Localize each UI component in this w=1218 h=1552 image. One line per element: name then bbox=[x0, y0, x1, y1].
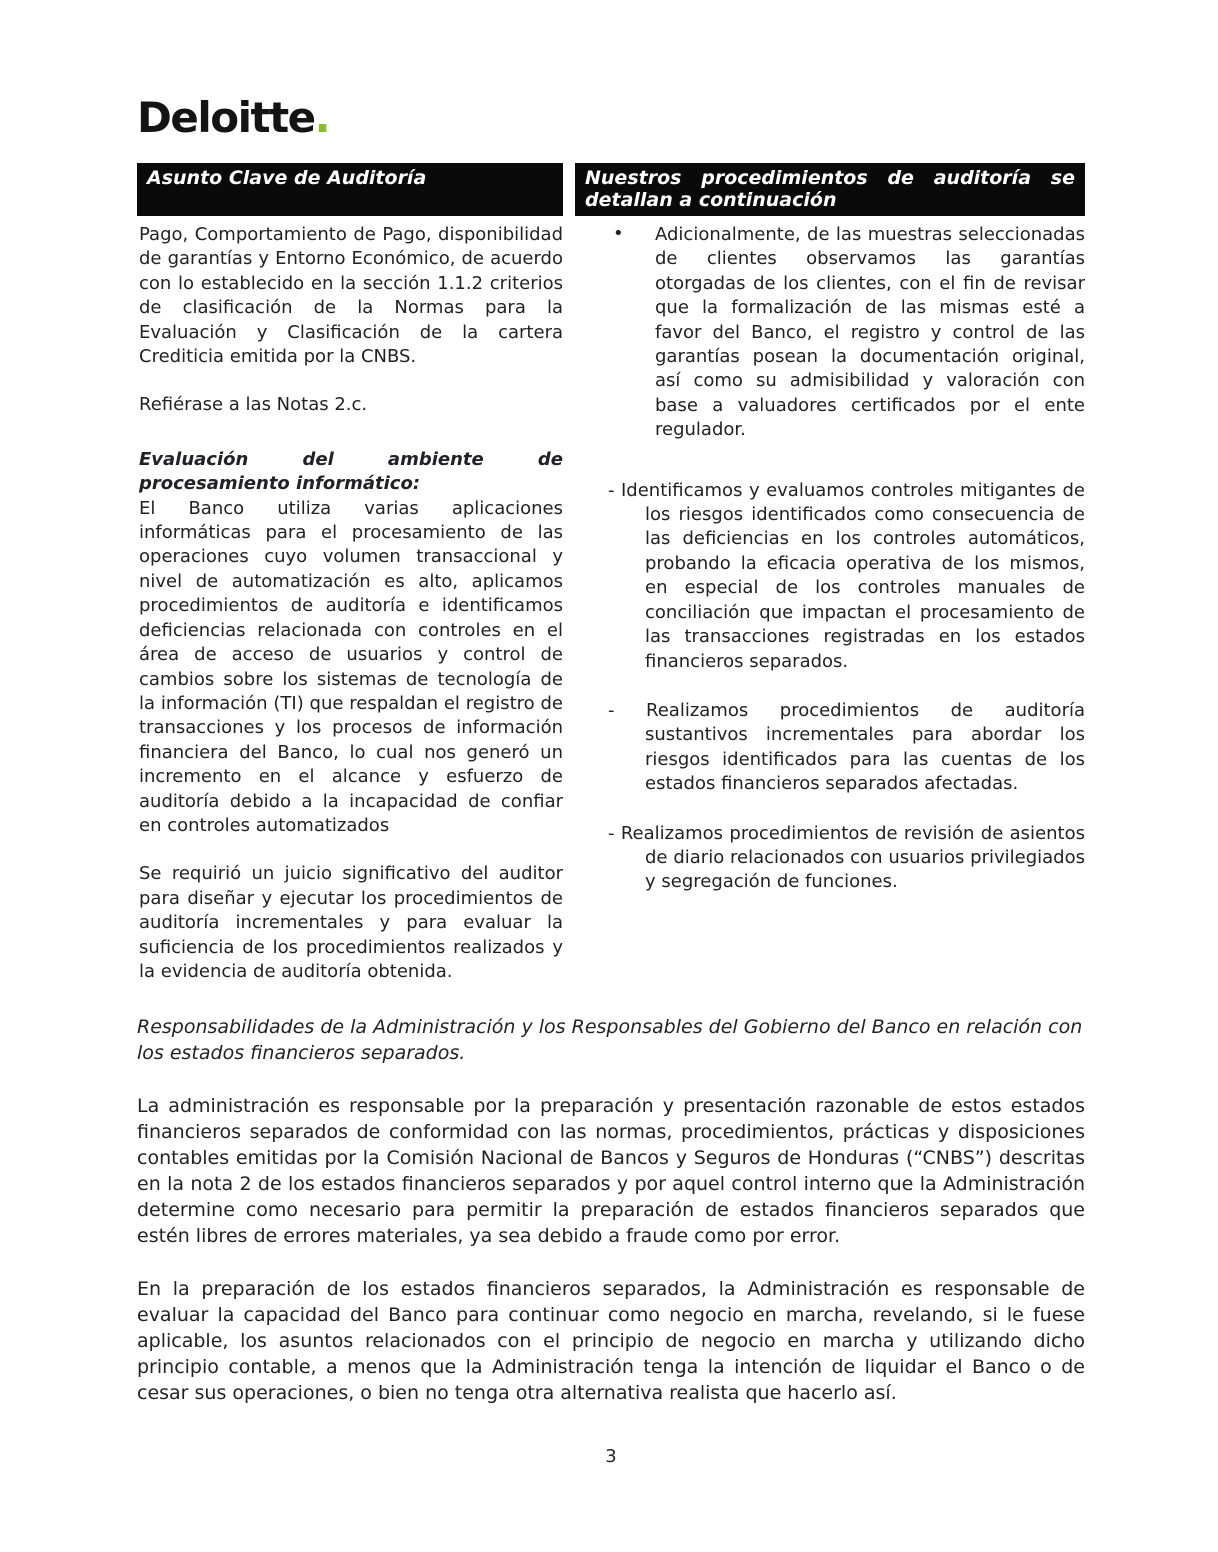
deloitte-logo bbox=[137, 93, 1085, 142]
procedures-bullet-item bbox=[575, 223, 1085, 443]
key-audit-matters-table bbox=[137, 163, 1085, 1008]
kam-right-column bbox=[575, 223, 1085, 1008]
kam-table-header-row bbox=[137, 163, 1085, 216]
responsibilities-heading: Responsabilidades de la Administración y los Responsables del Gobierno del Banco en relación con los estados financieros separados. bbox=[137, 1016, 1083, 1065]
responsibilities-paragraph-1: La administración es responsable por la preparación y presentación razonable de estos estados financieros separados de conformidad con las normas, procedimientos, prácticas y disposiciones contables emitidas por la Comisión Nacional de Bancos y Seguros de Honduras (“CNBS”) descritas en la nota 2 de los estados financieros separados y por aquel control interno que la Administración determine como necesario para permitir la preparación de estados financieros separados que estén libres de errores materiales, ya sea debido a fraude como por error. bbox=[137, 1095, 1085, 1248]
procedures-dash-item-3: - Realizamos procedimientos de revisión de asientos de diario relacionados con usuarios privilegiados y segregación de funciones. bbox=[608, 822, 1085, 893]
kam-table-body-row bbox=[137, 216, 1085, 1008]
kam-left-column bbox=[137, 223, 563, 1008]
kam-classification-paragraph: Pago, Comportamiento de Pago, disponibilidad de garantías y Entorno Económico, de acuerdo con lo establecido en la sección 1.1.2 criterios de clasificación de la Normas para la Evaluación y Clasificación de la cartera Crediticia emitida por la CNBS. bbox=[139, 224, 563, 368]
it-environment-subheading: Evaluación del ambiente de procesamiento informático: bbox=[139, 448, 563, 495]
page-number: 3 bbox=[605, 1446, 617, 1468]
kam-header-right-cell: Nuestros procedimientos de auditoría se detallan a continuación bbox=[575, 163, 1085, 216]
responsibilities-section bbox=[137, 1014, 1085, 1406]
bullet-marker-icon: • bbox=[613, 223, 624, 244]
it-environment-paragraph: El Banco utiliza varias aplicaciones informáticas para el procesamiento de las operaciones cuyo volumen transaccional y nivel de automatización es alto, aplicamos procedimientos de auditoría e identificamos deficiencias relacionada con controles en el área de acceso de usuarios y control de cambios sobre los sistemas de tecnología de la información (TI) que respaldan el registro de transacciones y los procesos de información financiera del Banco, lo cual nos generó un incremento en el alcance y esfuerzo de auditoría debido a la incapacidad de confiar en controles automatizados bbox=[139, 497, 563, 836]
procedures-dash-item-2: - Realizamos procedimientos de auditoría sustantivos incrementales para abordar los riesgos identificados para las cuentas de los estados financieros separados afectadas. bbox=[608, 699, 1085, 795]
logo-green-dot-icon: . bbox=[314, 93, 331, 142]
procedures-dash-item-1: - Identificamos y evaluamos controles mitigantes de los riesgos identificados como consecuencia de las deficiencias en los controles automáticos, probando la eficacia operativa de los mismos, en especial de los controles manuales de conciliación que impactan el procesamiento de las transacciones registradas en los estados financieros separados. bbox=[608, 479, 1085, 672]
kam-header-left-cell: Asunto Clave de Auditoría bbox=[137, 163, 563, 216]
logo-wordmark: Deloitte bbox=[137, 93, 315, 142]
responsibilities-paragraph-2: En la preparación de los estados financieros separados, la Administración es responsable de evaluar la capacidad del Banco para continuar como negocio en marcha, revelando, si le fuese aplicable, los asuntos relacionados con el principio de negocio en marcha y utilizando dicho principio contable, a menos que la Administración tenga la intención de liquidar el Banco o de cesar sus operaciones, o bien no tenga otra alternativa realista que hacerlo así. bbox=[137, 1278, 1085, 1405]
auditor-judgement-paragraph: Se requirió un juicio significativo del auditor para diseñar y ejecutar los procedimientos de auditoría incrementales y para evaluar la suficiencia de los procedimientos realizados y la evidencia de auditoría obtenida. bbox=[139, 863, 563, 982]
kam-note-reference: Refiérase a las Notas 2.c. bbox=[139, 394, 368, 416]
procedures-bullet-text: Adicionalmente, de las muestras seleccionadas de clientes observamos las garantías otorgadas de los clientes, con el fin de revisar que la formalización de las mismas esté a favor del Banco, el registro y control de las garantías posean la documentación original, así como su admisibilidad y valoración con base a valuadores certificados por el ente regulador. bbox=[655, 224, 1085, 441]
